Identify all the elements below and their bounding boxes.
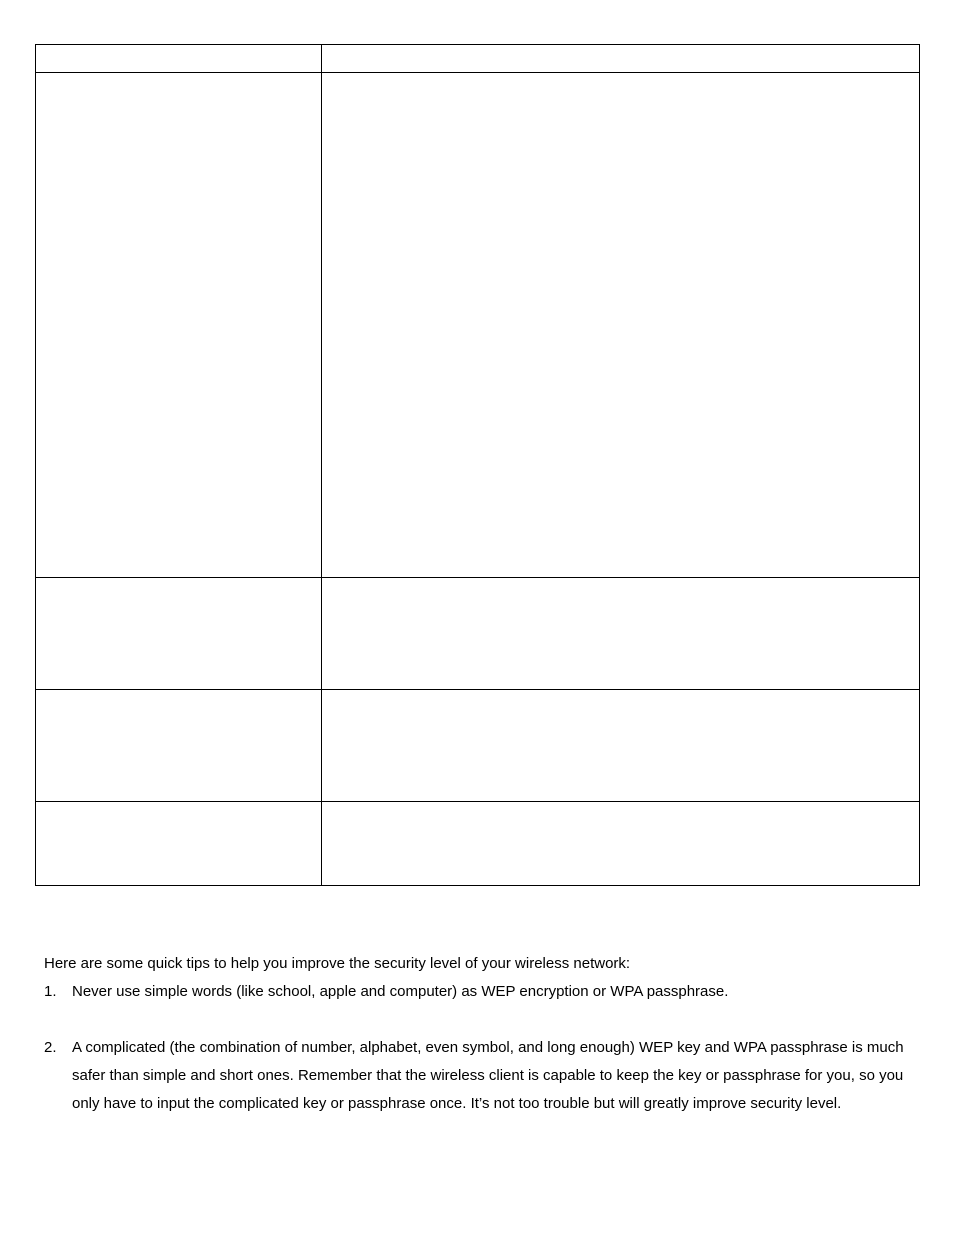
table-cell-description	[322, 45, 920, 73]
table-cell-description	[322, 802, 920, 886]
table-row	[36, 45, 920, 73]
table-row	[36, 73, 920, 578]
table-cell-label	[36, 690, 322, 802]
list-spacer	[44, 1006, 914, 1034]
table-cell-label	[36, 45, 322, 73]
tips-list	[44, 978, 914, 1118]
settings-table	[35, 44, 920, 886]
table-row	[36, 578, 920, 690]
list-item-number: 1.	[44, 983, 57, 1000]
tips-intro: Here are some quick tips to help you improve the security level of your wireless network:	[44, 955, 631, 972]
list-item	[44, 978, 914, 1006]
table-cell-description	[322, 578, 920, 690]
table-cell-label	[36, 802, 322, 886]
table-row	[36, 690, 920, 802]
list-item-text: Never use simple words (like school, apple and computer) as WEP encryption or WPA passphrase.	[72, 983, 729, 1000]
list-item-number: 2.	[44, 1039, 57, 1056]
list-item-text: A complicated (the combination of number, alphabet, even symbol, and long enough) WEP key and WPA passphrase is much safer than simple and short ones. Remember that the wireless client is capable to keep the key or passphrase for you, so you only have to input the complicated key or passphrase once. It’s not too trouble but will greatly improve security level.	[72, 1039, 904, 1112]
table-cell-description	[322, 73, 920, 578]
table-cell-label	[36, 578, 322, 690]
table-cell-label	[36, 73, 322, 578]
list-item	[44, 1034, 914, 1118]
table-row	[36, 802, 920, 886]
table-cell-description	[322, 690, 920, 802]
security-tips-section	[44, 950, 914, 1118]
